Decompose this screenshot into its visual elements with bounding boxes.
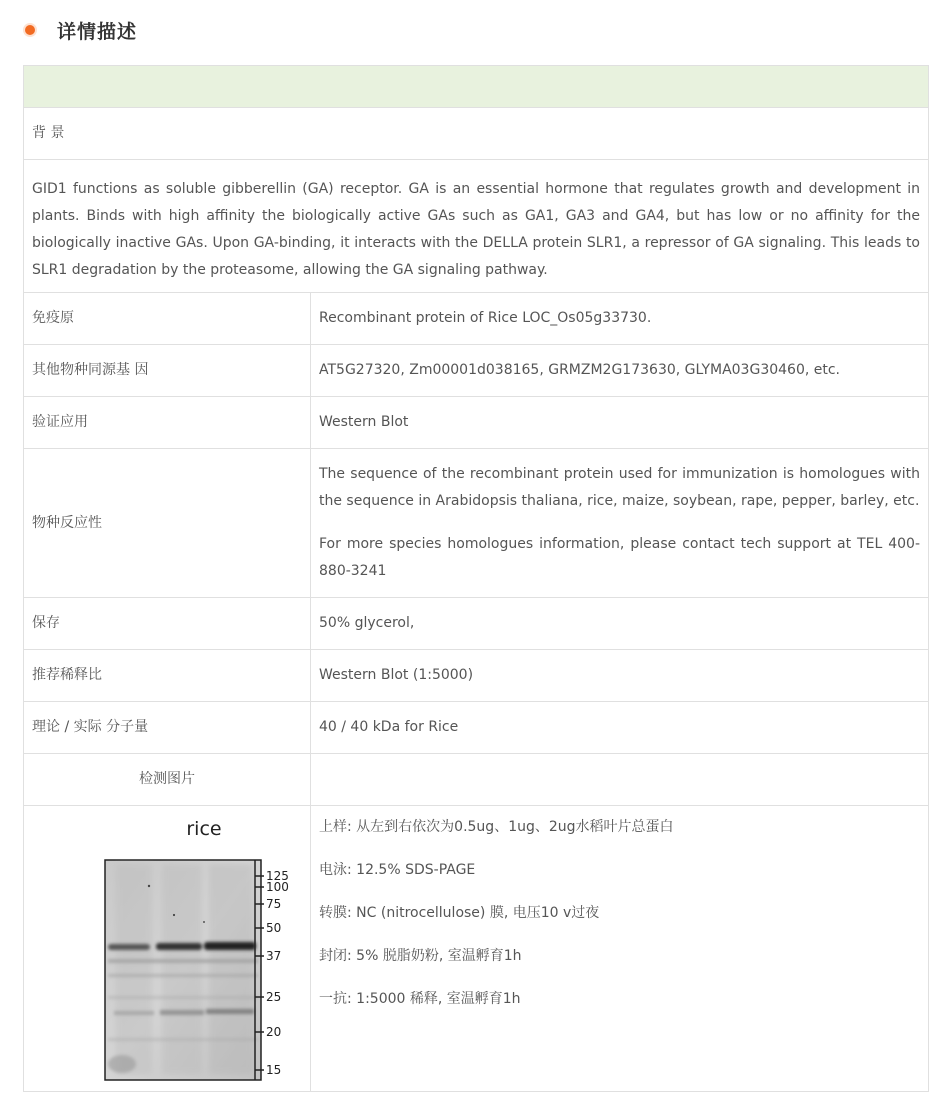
reactivity-paragraph-2: For more species homologues information, please contact tech support at TEL 400-880-3241	[319, 536, 920, 579]
spec-row	[24, 702, 929, 754]
background-text-row	[24, 160, 929, 293]
spec-row	[24, 293, 929, 345]
reactivity-row	[24, 449, 929, 598]
marker-label: 75	[266, 897, 282, 911]
spec-row	[24, 397, 929, 449]
background-label-row	[24, 108, 929, 160]
header-band	[24, 66, 929, 108]
spec-row	[24, 598, 929, 650]
marker-label: 15	[266, 1063, 282, 1077]
background-text: GID1 functions as soluble gibberellin (GA) receptor. GA is an essential hormone that regulates growth and development in plants. Binds with high affinity the biologically active GAs such as GA1, GA3 and GA4, but has low or no affinity for the biologically inactive GAs. Upon GA-binding, it interacts with the DELLA protein SLR1, a repressor of GA signaling. This leads to SLR1 degradation by the proteasome, allowing the GA signaling pathway.	[24, 160, 929, 293]
spec-label: 免疫原	[24, 293, 311, 345]
spec-table	[23, 65, 929, 1092]
spec-value: Western Blot (1:5000)	[311, 650, 929, 702]
spec-row	[24, 345, 929, 397]
band-37-lane3	[204, 942, 256, 950]
marker-label: 50	[266, 921, 282, 935]
note-loading: 上样: 从左到右依次为0.5ug、1ug、2ug水稻叶片总蛋白	[319, 819, 674, 835]
marker-label: 37	[266, 949, 282, 963]
bullet-icon	[25, 25, 35, 35]
reactivity-value	[311, 449, 929, 598]
marker-label: 25	[266, 990, 282, 1004]
blot-image	[94, 806, 364, 1091]
image-header-row	[24, 754, 929, 806]
image-row	[24, 806, 929, 1092]
background-label: 背 景	[24, 108, 929, 160]
section-header	[22, 16, 137, 44]
spec-value: 40 / 40 kDa for Rice	[311, 702, 929, 754]
spec-value: Western Blot	[311, 397, 929, 449]
western-blot-figure	[94, 806, 364, 1091]
note-transfer: 转膜: NC (nitrocellulose) 膜, 电压10 v过夜	[319, 905, 600, 921]
spec-label: 推荐稀释比	[24, 650, 311, 702]
blot-cell	[24, 806, 311, 1092]
spec-value: Recombinant protein of Rice LOC_Os05g33730.	[311, 293, 929, 345]
image-section-label: 检测图片	[24, 754, 311, 806]
note-blocking: 封闭: 5% 脱脂奶粉, 室温孵育1h	[319, 948, 522, 964]
spec-value: AT5G27320, Zm00001d038165, GRMZM2G173630, GLYMA03G30460, etc.	[311, 345, 929, 397]
reactivity-paragraph-1: The sequence of the recombinant protein used for immunization is homologues with the sequence in Arabidopsis thaliana, rice, maize, soybean, rape, pepper, barley, etc.	[319, 466, 920, 509]
protocol-notes	[311, 806, 929, 1092]
spec-label: 验证应用	[24, 397, 311, 449]
blot-title: rice	[186, 818, 222, 840]
spec-label: 其他物种同源基 因	[24, 345, 311, 397]
spec-label: 理论 / 实际 分子量	[24, 702, 311, 754]
marker-label: 20	[266, 1025, 282, 1039]
spec-row	[24, 650, 929, 702]
reactivity-label: 物种反应性	[24, 449, 311, 598]
band-37-lane1	[108, 944, 150, 950]
spec-value: 50% glycerol,	[311, 598, 929, 650]
note-electrophoresis: 电泳: 12.5% SDS-PAGE	[319, 862, 476, 878]
marker-label: 100	[266, 880, 289, 894]
note-primary-antibody: 一抗: 1:5000 稀释, 室温孵育1h	[319, 991, 521, 1007]
band-37-lane2	[156, 943, 202, 950]
spec-label: 保存	[24, 598, 311, 650]
section-title: 详情描述	[57, 20, 138, 43]
marker-label: 125	[266, 869, 289, 883]
